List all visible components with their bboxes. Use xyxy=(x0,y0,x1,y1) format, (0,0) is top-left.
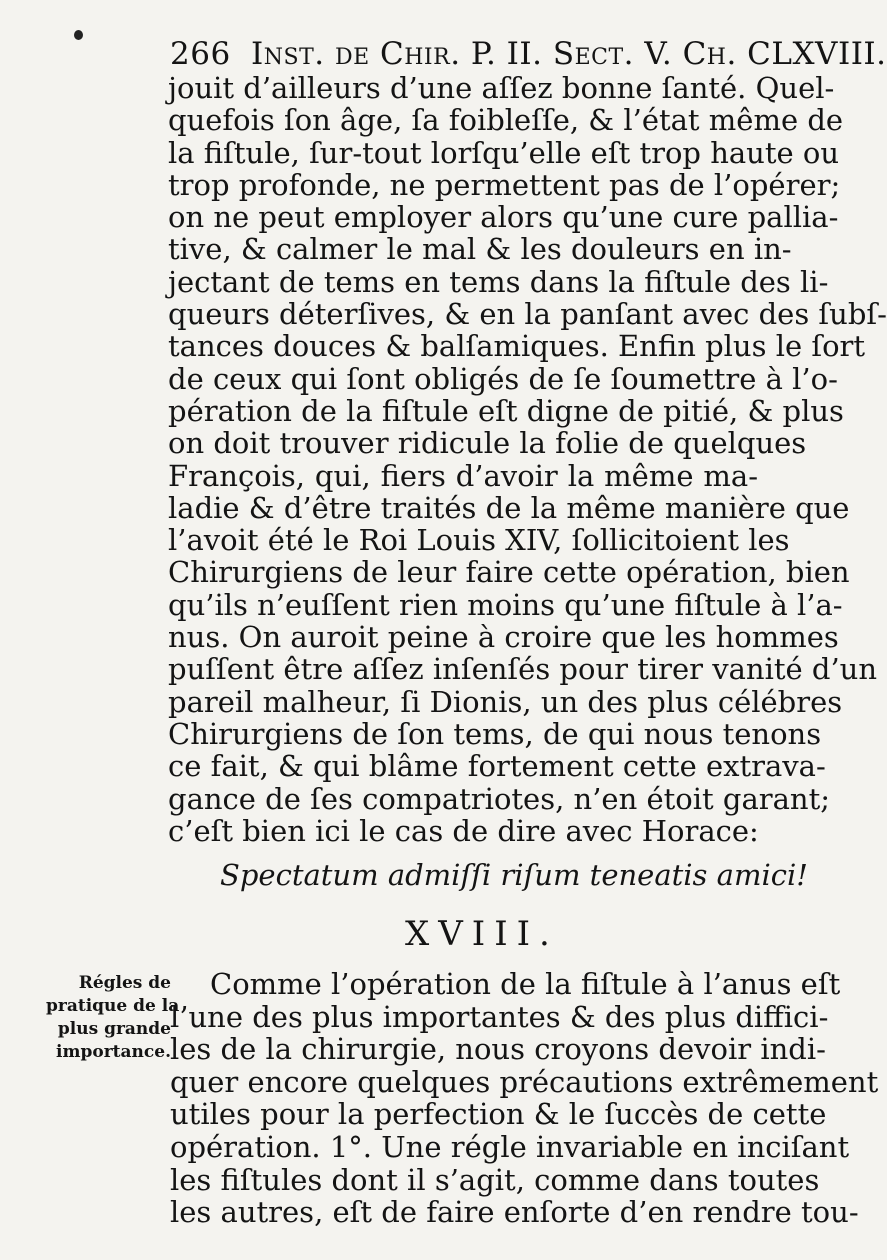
text-line: utiles pour la perfection & le ſuccès de cette xyxy=(170,1097,827,1132)
text-line: puſſent être aſſez inſenſés pour tirer vanité d’un xyxy=(168,652,878,687)
text-line: Chirurgiens de ſon tems, de qui nous tenons xyxy=(168,716,822,751)
text-line: les fiſtules dont il s’agit, comme dans toutes xyxy=(170,1162,820,1197)
latin-quotation: Spectatum admiſſi riſum teneatis amici! xyxy=(220,858,808,892)
page-number: 266 xyxy=(170,36,231,72)
text-line: la fiſtule, ſur-tout lorſqu’elle eſt trop haute ou xyxy=(168,135,840,170)
text-line: l’avoit été le Roi Louis XIV, ſollicitoient les xyxy=(168,523,790,558)
text-line: de ceux qui ſont obligés de ſe ſoumettre à l’o- xyxy=(168,361,838,396)
text-line: les autres, eſt de faire enſorte d’en rendre tou- xyxy=(170,1195,859,1230)
text-line: qu’ils n’euſſent rien moins qu’une fiſtule à l’a- xyxy=(168,587,843,622)
text-line: nus. On auroit peine à croire que les hommes xyxy=(168,620,839,655)
margin-note-line: Régles de xyxy=(78,973,171,993)
running-header xyxy=(170,36,887,72)
text-line: Chirurgiens de leur faire cette opération, bien xyxy=(168,555,850,590)
text-line: trop profonde, ne permettent pas de l’opérer; xyxy=(168,167,841,202)
section-heading: XVIII. xyxy=(405,914,559,954)
text-line: ce fait, & qui blâme fortement cette extrava- xyxy=(168,749,826,784)
text-line: c’eſt bien ici le cas de dire avec Horace: xyxy=(168,813,759,848)
paragraph-2 xyxy=(170,967,879,1230)
margin-note xyxy=(46,972,180,1064)
margin-note-line: plus grande xyxy=(57,1019,171,1039)
text-line: quer encore quelques précautions extrêmement xyxy=(170,1064,879,1099)
paragraph-1 xyxy=(168,71,887,848)
text-line: queurs déterſives, & en la panſant avec des ſubſ- xyxy=(168,297,887,332)
text-line: on ne peut employer alors qu’une cure pallia- xyxy=(168,200,839,235)
text-line: ladie & d’être traités de la même manière que xyxy=(168,490,850,525)
text-line: opération. 1°. Une régle invariable en inciſant xyxy=(170,1129,850,1164)
text-line: gance de ſes compatriotes, n’en étoit garant; xyxy=(168,781,831,816)
text-line: tances douces & balſamiques. Enfin plus le ſort xyxy=(168,329,866,364)
text-line: pareil malheur, ſi Dionis, un des plus célébres xyxy=(168,684,843,719)
text-line: François, qui, fiers d’avoir la même ma- xyxy=(168,458,758,493)
text-line: pération de la fiſtule eſt digne de pitié, & plus xyxy=(168,393,844,428)
running-title: Inst. de Chir. P. II. Sect. V. Ch. CLXVIII. xyxy=(251,36,887,72)
text-line: jouit d’ailleurs d’une aſſez bonne ſanté. Quel- xyxy=(168,71,835,105)
text-line: on doit trouver ridicule la folie de quelques xyxy=(168,426,807,461)
text-line: quefois ſon âge, ſa foibleſſe, & l’état même de xyxy=(168,103,844,138)
margin-note-line: pratique de la xyxy=(46,996,180,1016)
margin-note-line: importance. xyxy=(56,1042,171,1062)
text-line: les de la chirurgie, nous croyons devoir indi- xyxy=(170,1032,826,1067)
text-line: l’une des plus importantes & des plus diffici- xyxy=(170,999,829,1034)
text-line: Comme l’opération de la fiſtule à l’anus eſt xyxy=(210,967,841,1001)
ink-speck xyxy=(74,30,83,40)
text-line: tive, & calmer le mal & les douleurs en in- xyxy=(168,232,792,267)
text-line: jectant de tems en tems dans la fiſtule des li- xyxy=(168,264,829,299)
